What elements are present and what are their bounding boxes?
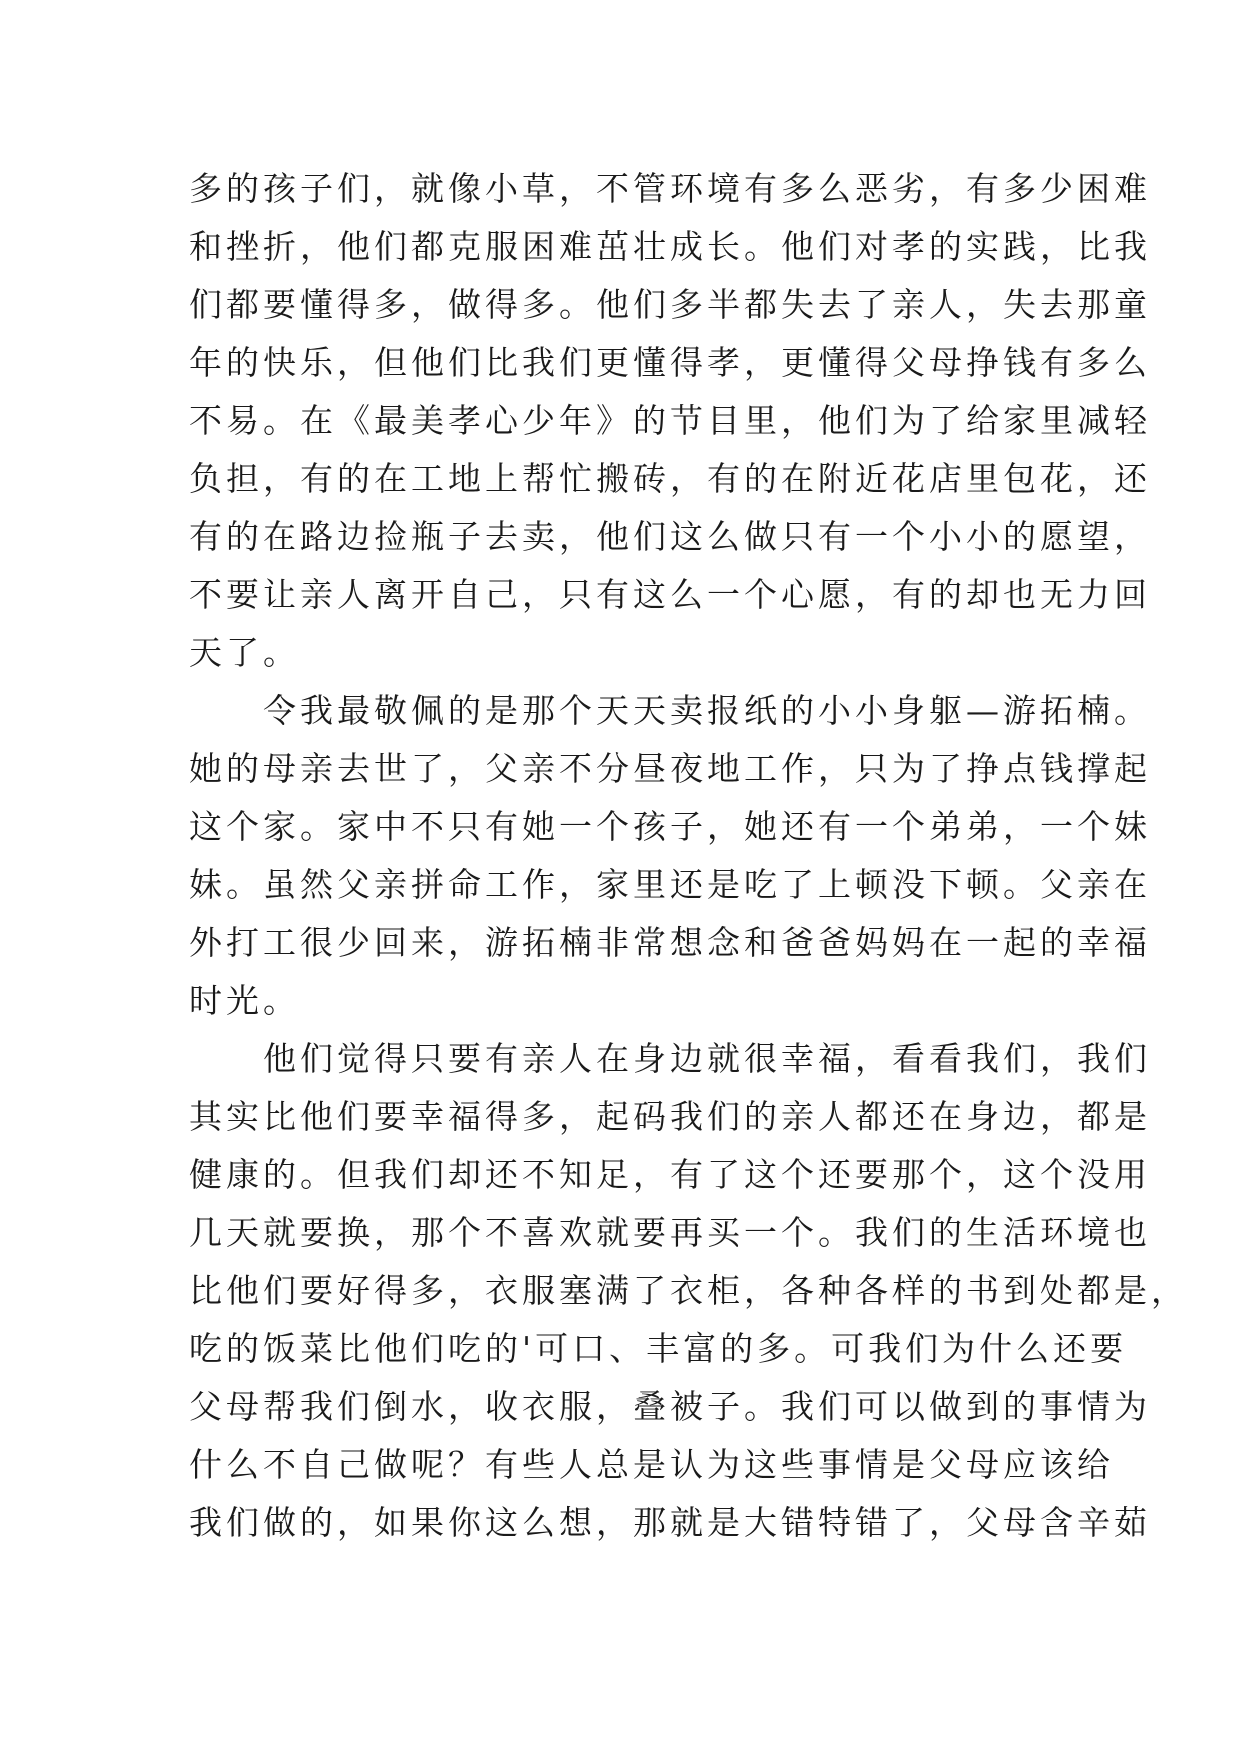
text-line: 父母帮我们倒水，收衣服，叠被子。我们可以做到的事情为 <box>189 1387 1151 1426</box>
text-line: 不要让亲人离开自己，只有这么一个心愿，有的却也无力回 <box>189 575 1151 614</box>
text-line: 其实比他们要幸福得多，起码我们的亲人都还在身边，都是 <box>189 1097 1151 1136</box>
text-line: 什么不自己做呢？有些人总是认为这些事情是父母应该给 <box>189 1445 1114 1484</box>
text-line: 健康的。但我们却还不知足，有了这个还要那个，这个没用 <box>189 1155 1151 1194</box>
text-line: 几天就要换，那个不喜欢就要再买一个。我们的生活环境也 <box>189 1213 1151 1252</box>
text-line: 他们觉得只要有亲人在身边就很幸福，看看我们，我们 <box>189 1039 1151 1078</box>
text-line: 们都要懂得多，做得多。他们多半都失去了亲人，失去那童 <box>189 285 1151 324</box>
text-line: 时光。 <box>189 981 300 1020</box>
text-line: 有的在路边捡瓶子去卖，他们这么做只有一个小小的愿望， <box>189 517 1151 556</box>
text-line: 和挫折，他们都克服困难茁壮成长。他们对孝的实践，比我 <box>189 227 1151 266</box>
text-line: 不易。在《最美孝心少年》的节目里，他们为了给家里减轻 <box>189 401 1151 440</box>
text-line: 天了。 <box>189 633 300 672</box>
body-text <box>189 160 1188 1552</box>
text-line: 妹。虽然父亲拼命工作，家里还是吃了上顿没下顿。父亲在 <box>189 865 1151 904</box>
text-line: 外打工很少回来，游拓楠非常想念和爸爸妈妈在一起的幸福 <box>189 923 1151 962</box>
text-line: 多的孩子们，就像小草，不管环境有多么恶劣，有多少困难 <box>189 169 1151 208</box>
text-line: 她的母亲去世了，父亲不分昼夜地工作，只为了挣点钱撑起 <box>189 749 1151 788</box>
text-line: 吃的饭菜比他们吃的'可口、丰富的多。可我们为什么还要 <box>189 1329 1128 1368</box>
text-line: 年的快乐，但他们比我们更懂得孝，更懂得父母挣钱有多么 <box>189 343 1151 382</box>
text-line: 我们做的，如果你这么想，那就是大错特错了，父母含辛茹 <box>189 1503 1151 1542</box>
text-line: 这个家。家中不只有她一个孩子，她还有一个弟弟，一个妹 <box>189 807 1151 846</box>
text-line: 负担，有的在工地上帮忙搬砖，有的在附近花店里包花，还 <box>189 459 1151 498</box>
text-line: 令我最敬佩的是那个天天卖报纸的小小身躯—游拓楠。 <box>189 691 1151 730</box>
text-line: 比他们要好得多，衣服塞满了衣柜，各种各样的书到处都是， <box>189 1271 1188 1310</box>
